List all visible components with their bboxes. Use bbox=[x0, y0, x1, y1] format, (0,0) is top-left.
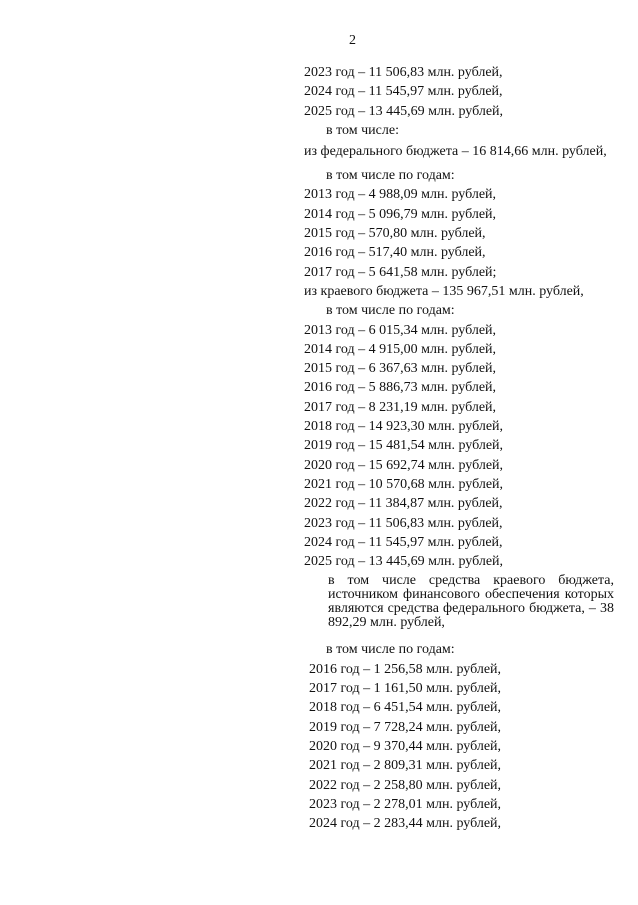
federal-sources-paragraph: в том числе средства краевого бюджета, источником финансового обеспечения которых являются средства федерального бюджета, – 38 892,29 млн. рублей, bbox=[328, 573, 614, 631]
year-line: 2019 год – 15 481,54 млн. рублей, bbox=[304, 438, 504, 454]
including-by-years-heading: в том числе по годам: bbox=[326, 303, 455, 319]
top-year-list bbox=[304, 63, 614, 121]
year-line: 2025 год – 13 445,69 млн. рублей, bbox=[304, 554, 504, 570]
year-line: 2023 год – 11 506,83 млн. рублей, bbox=[304, 65, 503, 80]
year-line: 2013 год – 4 988,09 млн. рублей, bbox=[304, 187, 497, 203]
page-number: 2 bbox=[349, 33, 356, 48]
including-by-years-heading: в том числе по годам: bbox=[326, 642, 455, 658]
year-line: 2020 год – 9 370,44 млн. рублей, bbox=[309, 738, 502, 754]
regional-year-list bbox=[304, 321, 614, 572]
regional-budget-line: из краевого бюджета – 135 967,51 млн. рублей, bbox=[304, 283, 584, 299]
federal-sourced-year-list bbox=[304, 660, 614, 834]
year-line: 2015 год – 6 367,63 млн. рублей, bbox=[304, 361, 497, 377]
year-line: 2021 год – 2 809,31 млн. рублей, bbox=[309, 758, 502, 774]
year-line: 2017 год – 1 161,50 млн. рублей, bbox=[309, 681, 502, 697]
year-line: 2014 год – 4 915,00 млн. рублей, bbox=[304, 341, 497, 357]
year-line: 2025 год – 13 445,69 млн. рублей, bbox=[304, 103, 504, 119]
year-line: 2023 год – 11 506,83 млн. рублей, bbox=[304, 515, 503, 531]
year-line: 2018 год – 6 451,54 млн. рублей, bbox=[309, 700, 502, 716]
year-line: 2016 год – 517,40 млн. рублей, bbox=[304, 245, 486, 261]
year-line: 2016 год – 1 256,58 млн. рублей, bbox=[309, 661, 502, 677]
year-line: 2017 год – 5 641,58 млн. рублей; bbox=[304, 264, 497, 280]
document-body bbox=[304, 63, 614, 833]
year-line: 2021 год – 10 570,68 млн. рублей, bbox=[304, 476, 504, 492]
year-line: 2019 год – 7 728,24 млн. рублей, bbox=[309, 719, 502, 735]
year-line: 2024 год – 2 283,44 млн. рублей, bbox=[309, 816, 502, 832]
year-line: 2013 год – 6 015,34 млн. рублей, bbox=[304, 322, 497, 338]
year-line: 2022 год – 2 258,80 млн. рублей, bbox=[309, 777, 502, 793]
including-heading: в том числе: bbox=[326, 122, 399, 138]
year-line: 2018 год – 14 923,30 млн. рублей, bbox=[304, 419, 504, 435]
year-line: 2016 год – 5 886,73 млн. рублей, bbox=[304, 380, 497, 396]
including-by-years-heading: в том числе по годам: bbox=[326, 168, 455, 184]
year-line: 2023 год – 2 278,01 млн. рублей, bbox=[309, 796, 502, 812]
year-line: 2020 год – 15 692,74 млн. рублей, bbox=[304, 457, 504, 473]
year-line: 2017 год – 8 231,19 млн. рублей, bbox=[304, 399, 497, 415]
federal-year-list bbox=[304, 185, 614, 281]
federal-budget-paragraph: из федерального бюджета – 16 814,66 млн. рублей, bbox=[304, 144, 607, 160]
year-line: 2024 год – 11 545,97 млн. рублей, bbox=[304, 84, 503, 100]
year-line: 2015 год – 570,80 млн. рублей, bbox=[304, 226, 486, 242]
year-line: 2024 год – 11 545,97 млн. рублей, bbox=[304, 534, 503, 550]
year-line: 2022 год – 11 384,87 млн. рублей, bbox=[304, 496, 503, 512]
year-line: 2014 год – 5 096,79 млн. рублей, bbox=[304, 206, 497, 222]
